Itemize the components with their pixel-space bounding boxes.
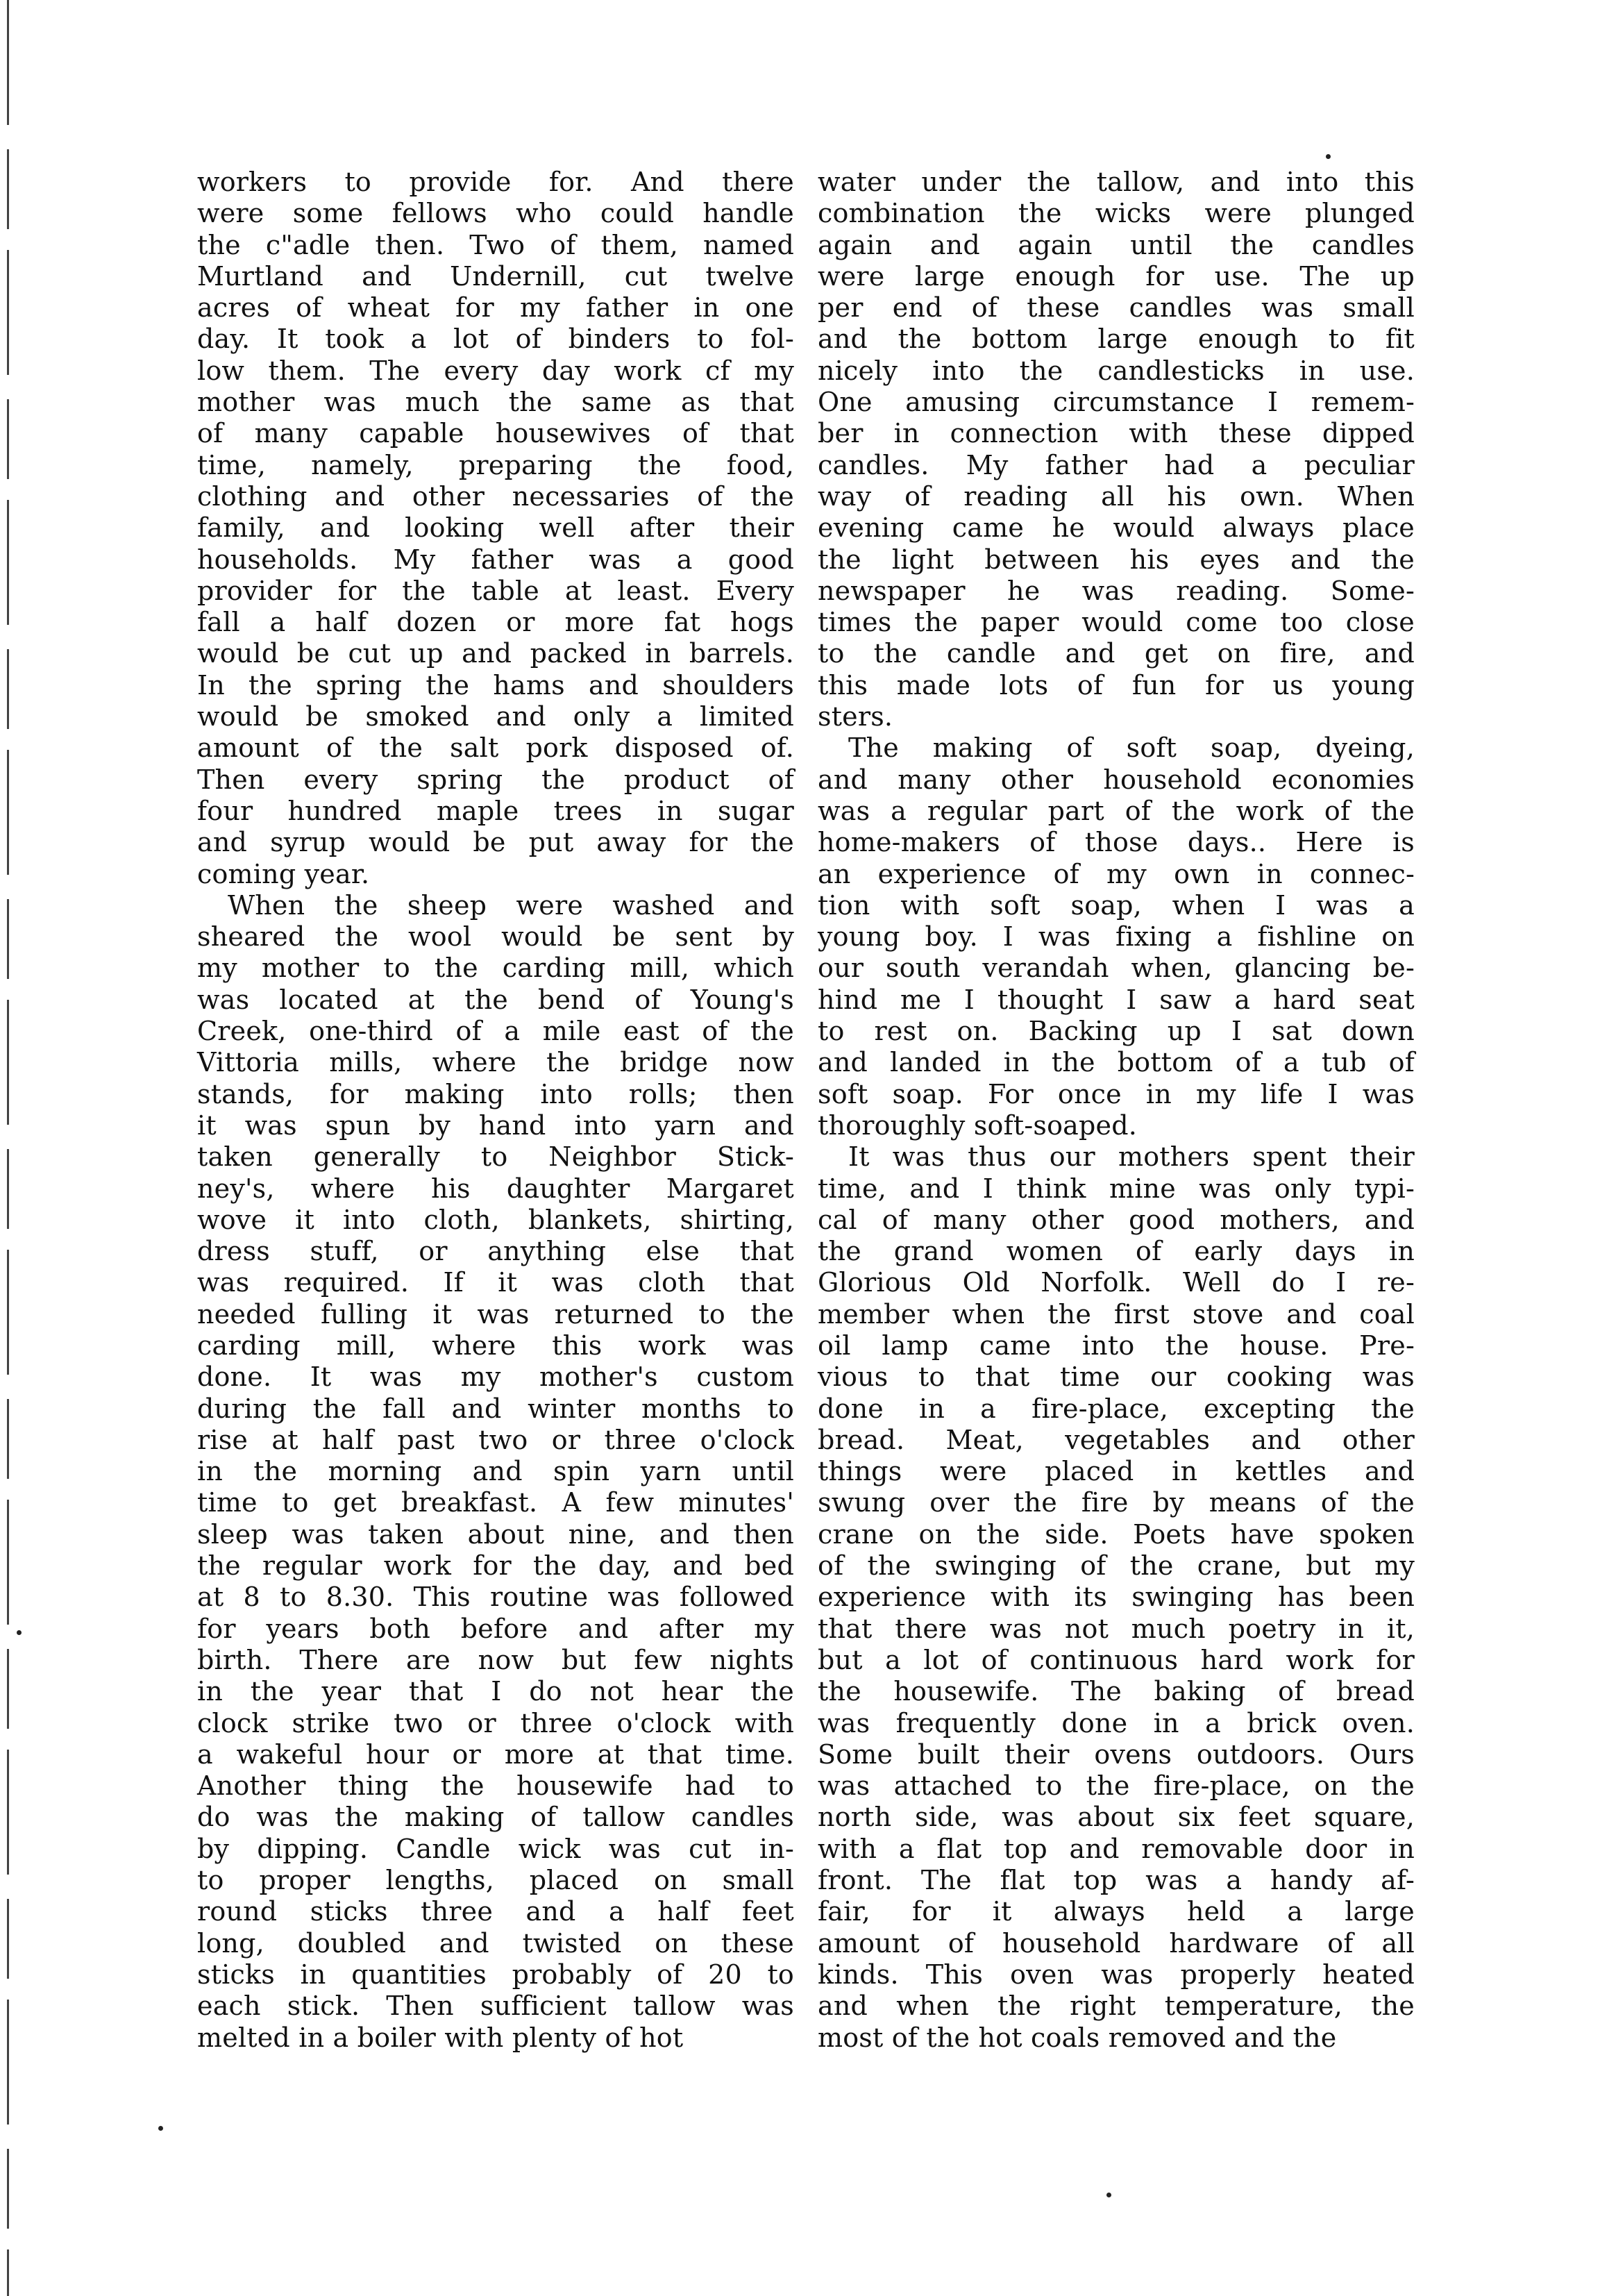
text-line: evening came he would always place — [818, 512, 1415, 544]
text-line: the grand women of early days in — [818, 1236, 1415, 1267]
text-line: low them. The every day work cf my — [197, 355, 794, 386]
text-line: needed fulling it was returned to the — [197, 1298, 794, 1330]
text-line: at 8 to 8.30. This routine was followed — [197, 1582, 794, 1613]
text-line: Some built their ovens outdoors. Ours — [818, 1738, 1415, 1770]
text-line: day. It took a lot of binders to fol- — [197, 324, 794, 355]
text-line: were large enough for use. The up — [818, 260, 1415, 292]
text-line: nicely into the candlesticks in use. — [818, 355, 1415, 386]
text-line: ber in connection with these dipped — [818, 418, 1415, 449]
text-line: The making of soft soap, dyeing, — [848, 732, 1415, 764]
text-line: cal of many other good mothers, and — [818, 1204, 1415, 1235]
text-line: In the spring the hams and shoulders — [197, 669, 794, 701]
text-line: newspaper he was reading. Some- — [818, 575, 1415, 606]
text-line: clock strike two or three o'clock with — [197, 1707, 794, 1738]
text-line: times the paper would come too close — [818, 607, 1415, 638]
text-line: households. My father was a good — [197, 544, 794, 575]
text-line: water under the tallow, and into this — [818, 167, 1415, 197]
text-line: experience with its swinging has been — [818, 1582, 1415, 1613]
text-line: dress stuff, or anything else that — [197, 1236, 794, 1267]
text-line: melted in a boiler with plenty of hot — [197, 2022, 684, 2053]
text-line: time, and I think mine was only typi- — [818, 1173, 1415, 1204]
text-line: our south verandah when, glancing be- — [818, 953, 1415, 984]
text-line: things were placed in kettles and — [818, 1456, 1415, 1487]
text-line: stands, for making into rolls; then — [197, 1078, 794, 1109]
text-line: It was thus our mothers spent their — [848, 1141, 1415, 1173]
text-line: acres of wheat for my father in one — [197, 292, 794, 324]
text-line: would be smoked and only a limited — [197, 701, 794, 732]
text-line: to rest on. Backing up I sat down — [818, 1016, 1415, 1047]
text-line: was attached to the fire-place, on the — [818, 1770, 1415, 1802]
text-line: swung over the fire by means of the — [818, 1487, 1415, 1518]
text-line: front. The flat top was a handy af- — [818, 1865, 1415, 1896]
text-line: Another thing the housewife had to — [197, 1770, 794, 1802]
text-line: member when the first stove and coal — [818, 1298, 1415, 1330]
text-line: ney's, where his daughter Margaret — [197, 1173, 794, 1204]
text-line: the light between his eyes and the — [818, 544, 1415, 575]
text-line: the regular work for the day, and bed — [197, 1550, 794, 1582]
text-line: sters. — [818, 701, 893, 732]
print-speck — [1106, 2193, 1111, 2197]
text-line: tion with soft soap, when I was a — [818, 889, 1415, 921]
text-line: thoroughly soft-soaped. — [818, 1109, 1138, 1141]
text-line: round sticks three and a half feet — [197, 1896, 794, 1927]
text-line: with a flat top and removable door in — [818, 1833, 1415, 1864]
text-line: the c"adle then. Two of them, named — [197, 229, 794, 260]
text-line: to proper lengths, placed on small — [197, 1865, 794, 1896]
text-line: most of the hot coals removed and the — [818, 2022, 1337, 2053]
text-line: and landed in the bottom of a tub of — [818, 1047, 1415, 1078]
text-line: this made lots of fun for us young — [818, 669, 1415, 701]
text-line: hind me I thought I saw a hard seat — [818, 984, 1415, 1015]
text-line: fall a half dozen or more fat hogs — [197, 607, 794, 638]
text-line: carding mill, where this work was — [197, 1330, 794, 1361]
text-line: four hundred maple trees in sugar — [197, 795, 794, 826]
text-line: a wakeful hour or more at that time. — [197, 1738, 794, 1770]
text-line: each stick. Then sufficient tallow was — [197, 1991, 794, 2022]
text-line: One amusing circumstance I remem- — [818, 387, 1415, 418]
text-line: coming year. — [197, 858, 370, 889]
text-line: Murtland and Undernill, cut twelve — [197, 260, 794, 292]
text-line: bread. Meat, vegetables and other — [818, 1424, 1415, 1455]
text-line: would be cut up and packed in barrels. — [197, 638, 794, 669]
text-line: workers to provide for. And there — [197, 167, 794, 197]
text-line: was a regular part of the work of the — [818, 795, 1415, 826]
text-line: and the bottom large enough to fit — [818, 324, 1415, 355]
text-line: was frequently done in a brick oven. — [818, 1707, 1415, 1738]
text-line: family, and looking well after their — [197, 512, 794, 544]
text-line: per end of these candles was small — [818, 292, 1415, 324]
text-line: it was spun by hand into yarn and — [197, 1109, 794, 1141]
text-line: done. It was my mother's custom — [197, 1361, 794, 1393]
text-line: clothing and other necessaries of the — [197, 480, 794, 512]
text-line: done in a fire-place, excepting the — [818, 1393, 1415, 1424]
text-line: to the candle and get on fire, and — [818, 638, 1415, 669]
text-line: soft soap. For once in my life I was — [818, 1078, 1415, 1109]
text-line: the housewife. The baking of bread — [818, 1676, 1415, 1707]
text-line: by dipping. Candle wick was cut in- — [197, 1833, 794, 1864]
text-line: fair, for it always held a large — [818, 1896, 1415, 1927]
text-line: oil lamp came into the house. Pre- — [818, 1330, 1415, 1361]
text-line: wove it into cloth, blankets, shirting, — [197, 1204, 794, 1235]
text-line: do was the making of tallow candles — [197, 1802, 794, 1833]
text-line: When the sheep were washed and — [228, 889, 794, 921]
left-margin-rule — [7, 0, 9, 2296]
text-line: birth. There are now but few nights — [197, 1644, 794, 1675]
text-line: mother was much the same as that — [197, 387, 794, 418]
text-line: crane on the side. Poets have spoken — [818, 1518, 1415, 1550]
text-line: in the year that I do not hear the — [197, 1676, 794, 1707]
text-line: Then every spring the product of — [197, 764, 794, 795]
text-line: that there was not much poetry in it, — [818, 1613, 1415, 1644]
text-line: during the fall and winter months to — [197, 1393, 794, 1424]
text-line: my mother to the carding mill, which — [197, 953, 794, 984]
text-line: sleep was taken about nine, and then — [197, 1518, 794, 1550]
text-line: but a lot of continuous hard work for — [818, 1644, 1415, 1675]
text-line: amount of the salt pork disposed of. — [197, 732, 794, 764]
text-line: sticks in quantities probably of 20 to — [197, 1959, 794, 1990]
print-speck — [1326, 154, 1331, 159]
text-line: Creek, one-third of a mile east of the — [197, 1016, 794, 1047]
text-line: rise at half past two or three o'clock — [197, 1424, 794, 1455]
text-line: Vittoria mills, where the bridge now — [197, 1047, 794, 1078]
text-line: for years both before and after my — [197, 1613, 794, 1644]
print-speck — [158, 2126, 163, 2131]
text-line: combination the wicks were plunged — [818, 198, 1415, 229]
text-line: north side, was about six feet square, — [818, 1802, 1415, 1833]
text-line: long, doubled and twisted on these — [197, 1927, 794, 1959]
text-line: young boy. I was fixing a fishline on — [818, 921, 1415, 953]
text-line: candles. My father had a peculiar — [818, 449, 1415, 480]
text-line: kinds. This oven was properly heated — [818, 1959, 1415, 1990]
text-line: time to get breakfast. A few minutes' — [197, 1487, 794, 1518]
text-line: and when the right temperature, the — [818, 1991, 1415, 2022]
text-line: in the morning and spin yarn until — [197, 1456, 794, 1487]
text-line: was required. If it was cloth that — [197, 1267, 794, 1298]
article-column-right — [818, 167, 1415, 2054]
text-line: sheared the wool would be sent by — [197, 921, 794, 953]
article-column-left — [197, 167, 794, 2054]
text-line: way of reading all his own. When — [818, 480, 1415, 512]
text-line: an experience of my own in connec- — [818, 858, 1415, 889]
text-line: home-makers of those days.. Here is — [818, 827, 1415, 858]
text-line: and syrup would be put away for the — [197, 827, 794, 858]
text-line: again and again until the candles — [818, 229, 1415, 260]
text-line: amount of household hardware of all — [818, 1927, 1415, 1959]
print-speck — [17, 1630, 22, 1635]
text-line: was located at the bend of Young's — [197, 984, 794, 1015]
text-line: time, namely, preparing the food, — [197, 449, 794, 480]
text-line: were some fellows who could handle — [197, 198, 794, 229]
text-line: of many capable housewives of that — [197, 418, 794, 449]
text-line: vious to that time our cooking was — [818, 1361, 1415, 1393]
text-line: and many other household economies — [818, 764, 1415, 795]
text-line: of the swinging of the crane, but my — [818, 1550, 1415, 1582]
text-line: taken generally to Neighbor Stick- — [197, 1141, 794, 1173]
text-line: provider for the table at least. Every — [197, 575, 794, 606]
text-line: Glorious Old Norfolk. Well do I re- — [818, 1267, 1415, 1298]
